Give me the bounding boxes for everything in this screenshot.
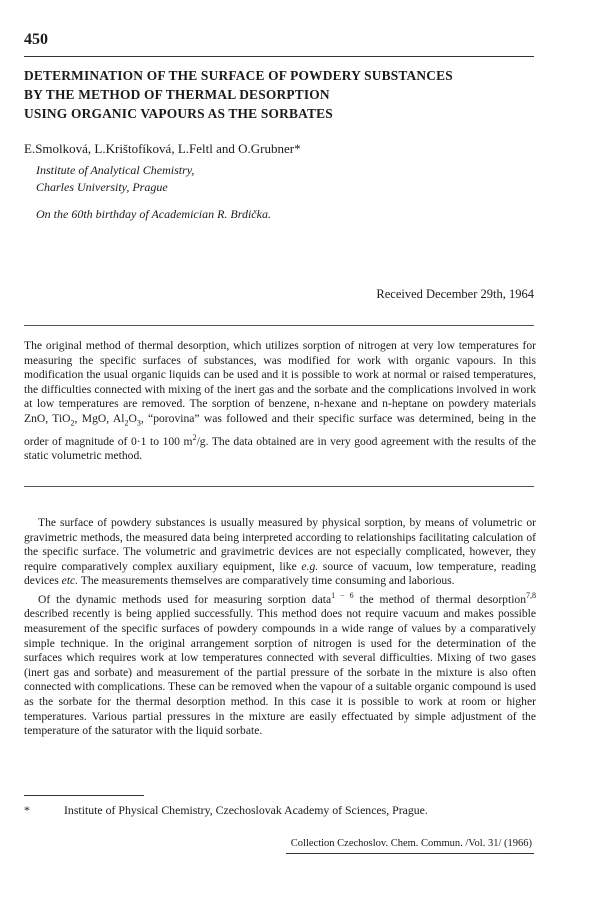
title-line-3: USING ORGANIC VAPOURS AS THE SORBATES — [24, 106, 333, 121]
body-text: Of the dynamic methods used for measuring sorption data — [38, 592, 332, 606]
header-rule — [24, 56, 534, 57]
footnote-text: Institute of Physical Chemistry, Czechoslovak Academy of Sciences, Prague. — [64, 803, 428, 817]
body-italic: etc. — [61, 574, 79, 588]
citation-superscript: 1 − 6 — [331, 590, 354, 600]
abstract-text-1: The original method of thermal desorption, which utilizes sorption of nitrogen at very low temperatures for measuring the specific surfaces of substances, was modified for work with organic vapours. In this modification the usual organic liquids can be used and it is possible to work at normal or raised temperatures, the difficulties connected with mixing of the inert gas and the sorbate and the complications involved in work at low temperatures are removed. The sorption of benzene, n-hexane and n-heptane on powdery materials ZnO, TiO — [24, 339, 536, 425]
article-title — [24, 66, 544, 123]
title-line-1: DETERMINATION OF THE SURFACE OF POWDERY SUBSTANCES — [24, 68, 453, 83]
body-text: The surface of powdery substances is usually measured by physical sorption, by means of volumetric or gravimetric methods, the measured data being interpreted according to relationships facilitating calculation of the specific surface. The volumetric and gravimetric devices are not especially complicated, however, they require comparatively complex auxiliary equipment, like — [24, 516, 536, 573]
body-paragraph-2 — [24, 589, 536, 739]
subscript: 3 — [136, 418, 141, 428]
affiliation-line-2: Charles University, Prague — [36, 180, 168, 194]
abstract-text — [24, 339, 536, 464]
abstract-rule-top — [24, 325, 534, 326]
footnote-mark: * — [24, 803, 30, 817]
body-text: the method of thermal desorption — [353, 592, 527, 606]
body-paragraph-1 — [24, 516, 536, 589]
body-italic: e.g. — [301, 559, 319, 573]
footnote — [24, 803, 428, 818]
body-text: described recently is being applied successfully. This method does not require vacuum and makes possible measurement of the specific surfaces of powdery compounds in a wide range of values by a comparatively simple technique. In the original arrangement sorption of nitrogen is used for the determination of the surfaces which requires work at low temperatures connected with several difficulties. Mixing of two gases (inert gas and sorbate) and measurement of the partial pressure of the sorbate in the mixture is also often connected with complications. These can be removed when the vapour of a suitable organic compound is used as the sorbate for the thermal desorption method. In this case it is possible to work at room or higher temperatures. Various partial pressures in the mixture are easily effectuated by simple adjustment of the temperature of the saturator with the liquid sorbate. — [24, 607, 536, 738]
footer-rule — [286, 853, 534, 854]
page-number: 450 — [24, 31, 48, 48]
article-body — [24, 516, 536, 739]
abstract-text-3: O — [128, 411, 137, 425]
affiliation-line-1: Institute of Analytical Chemistry, — [36, 163, 195, 177]
subscript: 2 — [70, 418, 75, 428]
abstract — [24, 339, 536, 464]
affiliation — [36, 162, 194, 196]
body-text: source of vacuum, low temperature, reading devices — [24, 559, 536, 588]
received-date: Received December 29th, 1964 — [376, 287, 534, 301]
citation-superscript: 7,8 — [526, 590, 537, 600]
subscript: 2 — [124, 418, 129, 428]
dedication: On the 60th birthday of Academician R. Brdička. — [36, 207, 271, 221]
abstract-text-5: /g. The data obtained are in very good agreement with the results of the static volumetric method. — [24, 434, 536, 463]
body-text: The measurements themselves are comparatively time consuming and laborious. — [78, 574, 455, 588]
abstract-text-4: , “porovina” was followed and their specific surface was determined, being in the order of magnitude of 0·1 to 100 m — [24, 411, 536, 448]
author-list: E.Smolková, L.Krištofíková, L.Feltl and O.Grubner* — [24, 141, 301, 156]
abstract-rule-bottom — [24, 486, 534, 487]
superscript: 2 — [192, 432, 197, 442]
footnote-rule — [24, 795, 144, 796]
abstract-text-2: , MgO, Al — [74, 411, 125, 425]
title-line-2: BY THE METHOD OF THERMAL DESORPTION — [24, 87, 330, 102]
journal-citation: Collection Czechoslov. Chem. Commun. /Vol. 31/ (1966) — [290, 838, 532, 849]
